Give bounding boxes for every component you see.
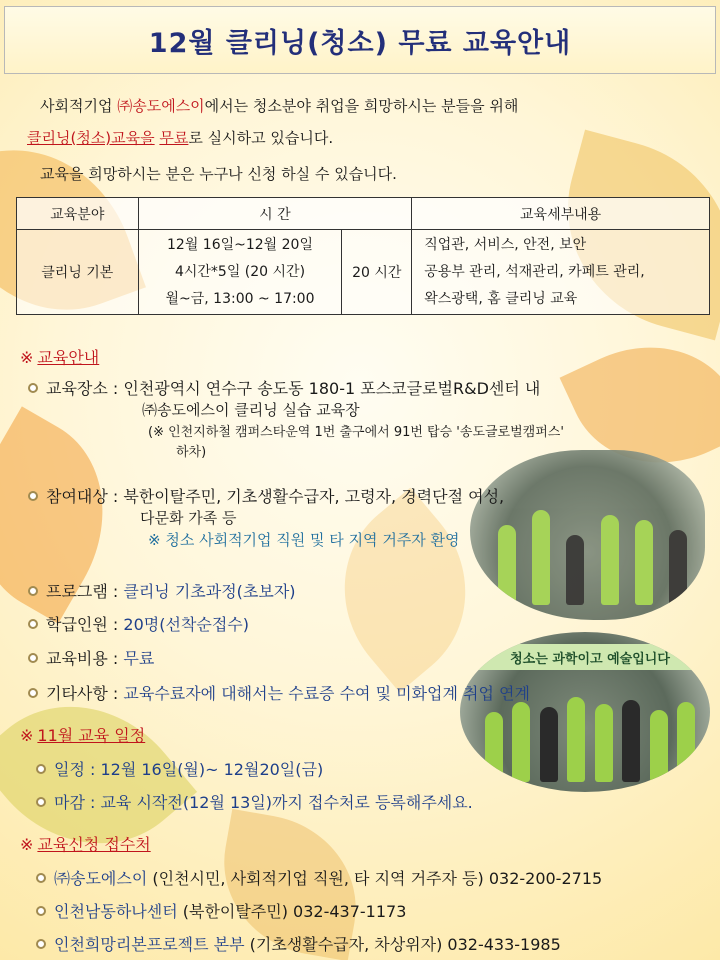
place-label: 교육장소 : — [46, 379, 124, 398]
contact-item — [36, 899, 406, 922]
header-time: 시 간 — [138, 198, 412, 230]
cell-hours: 20 시간 — [342, 230, 412, 315]
people-silhouettes — [480, 692, 700, 782]
contact-name: 인천남동하나센터 — [54, 902, 178, 921]
place-row — [28, 376, 540, 399]
cost-row — [28, 646, 154, 669]
section-registration — [20, 832, 151, 855]
header-field: 교육분야 — [17, 198, 139, 230]
group-photo — [460, 632, 710, 792]
detail-line: 공용부 관리, 석재관리, 카페트 관리, — [424, 263, 645, 280]
company-name: ㈜송도에스이 — [117, 97, 205, 115]
target-value: 북한이탈주민, 기초생활수급자, 고령자, 경력단절 여성, — [123, 487, 505, 506]
circle-bullet-icon — [36, 906, 46, 916]
intro-line-2 — [27, 127, 333, 148]
etc-label: 기타사항 : — [46, 684, 124, 703]
circle-bullet-icon — [28, 586, 38, 596]
course-name: 클리닝(청소)교육을 — [27, 129, 155, 147]
cleaning-training-photo — [470, 450, 705, 620]
education-table — [16, 197, 710, 315]
time-line: 4시간*5일 (20 시간) — [174, 263, 306, 280]
program-label: 프로그램 : — [46, 582, 124, 601]
free-highlight: 무료 — [159, 129, 189, 147]
intro-text: 에서는 청소분야 취업을 희망하시는 분들을 위해 — [204, 97, 519, 115]
header-detail: 교육세부내용 — [412, 198, 710, 230]
circle-bullet-icon — [28, 688, 38, 698]
time-line: 12월 16일~12월 20일 — [167, 236, 313, 253]
place-note: (※ 인천지하철 캠퍼스타운역 1번 출구에서 91번 탑승 '송도글로벌캠퍼스' — [148, 425, 564, 440]
intro-line-3: 교육을 희망하시는 분은 누구나 신청 하실 수 있습니다. — [40, 165, 397, 183]
place-value: 인천광역시 연수구 송도동 180-1 포스코글로벌R&D센터 내 — [123, 379, 541, 398]
class-size-label: 학급인원 : — [46, 615, 124, 634]
cost-value: 무료 — [123, 649, 155, 668]
table-row — [17, 230, 710, 315]
detail-line: 직업관, 서비스, 안전, 보안 — [424, 236, 587, 253]
target-line-2: 다문화 가족 등 — [140, 509, 237, 527]
cost-label: 교육비용 : — [46, 649, 124, 668]
intro-text: 사회적기업 — [40, 97, 118, 115]
place-note-2: 하차) — [176, 445, 207, 460]
section-heading: 11월 교육 일정 — [37, 726, 146, 745]
intro-line-1 — [40, 95, 518, 116]
contact-item — [36, 866, 602, 889]
deadline-value: 마감 : 교육 시작전(12월 13일)까지 접수처로 등록해주세요. — [54, 793, 473, 812]
section-schedule — [20, 723, 145, 746]
contact-name: 인천희망리본프로젝트 본부 — [54, 935, 245, 954]
title-box — [4, 6, 716, 74]
circle-bullet-icon — [28, 383, 38, 393]
contact-item — [36, 932, 561, 955]
detail-line: 왁스광택, 홈 클리닝 교육 — [424, 290, 578, 307]
circle-bullet-icon — [36, 939, 46, 949]
circle-bullet-icon — [28, 491, 38, 501]
contact-desc: (기초생활수급자, 차상위자) 032-433-1985 — [244, 935, 561, 954]
time-line: 월~금, 13:00 ~ 17:00 — [165, 290, 315, 307]
circle-bullet-icon — [36, 764, 46, 774]
photo-banner: 청소는 과학이고 예술입니다 — [470, 644, 710, 670]
circle-bullet-icon — [36, 797, 46, 807]
contact-desc: (인천시민, 사회적기업 직원, 타 지역 거주자 등) 032-200-2715 — [147, 869, 603, 888]
cell-field: 클리닝 기본 — [17, 230, 139, 315]
schedule-row — [36, 757, 323, 780]
target-note: ※ 청소 사회적기업 직원 및 타 지역 거주자 환영 — [148, 531, 460, 549]
people-silhouettes — [490, 495, 695, 605]
reference-mark-icon: ※ — [20, 726, 34, 745]
etc-row — [28, 681, 530, 704]
program-value: 클리닝 기초과정(초보자) — [123, 582, 296, 601]
table-header-row — [17, 198, 710, 230]
place-line-2: ㈜송도에스이 클리닝 실습 교육장 — [142, 401, 360, 419]
circle-bullet-icon — [36, 873, 46, 883]
intro-text: 로 실시하고 있습니다. — [188, 129, 334, 147]
class-size-row — [28, 612, 249, 635]
circle-bullet-icon — [28, 653, 38, 663]
section-heading: 교육신청 접수처 — [37, 835, 151, 854]
contact-desc: (북한이탈주민) 032-437-1173 — [177, 902, 407, 921]
program-row — [28, 579, 296, 602]
section-education-info — [20, 345, 99, 368]
schedule-value: 일정 : 12월 16일(월)~ 12월20일(금) — [54, 760, 324, 779]
deadline-row — [36, 790, 473, 813]
target-label: 참여대상 : — [46, 487, 124, 506]
etc-value: 교육수료자에 대해서는 수료증 수여 및 미화업계 취업 연계 — [123, 684, 530, 703]
page-title: 12월 클리닝(청소) 무료 교육안내 — [148, 27, 572, 59]
contact-name: ㈜송도에스이 — [54, 869, 148, 888]
circle-bullet-icon — [28, 619, 38, 629]
target-row — [28, 484, 504, 507]
cell-time — [138, 230, 342, 315]
cell-detail — [412, 230, 710, 315]
reference-mark-icon: ※ — [20, 348, 34, 367]
reference-mark-icon: ※ — [20, 835, 34, 854]
section-heading: 교육안내 — [37, 348, 100, 367]
class-size-value: 20명(선착순접수) — [123, 615, 249, 634]
